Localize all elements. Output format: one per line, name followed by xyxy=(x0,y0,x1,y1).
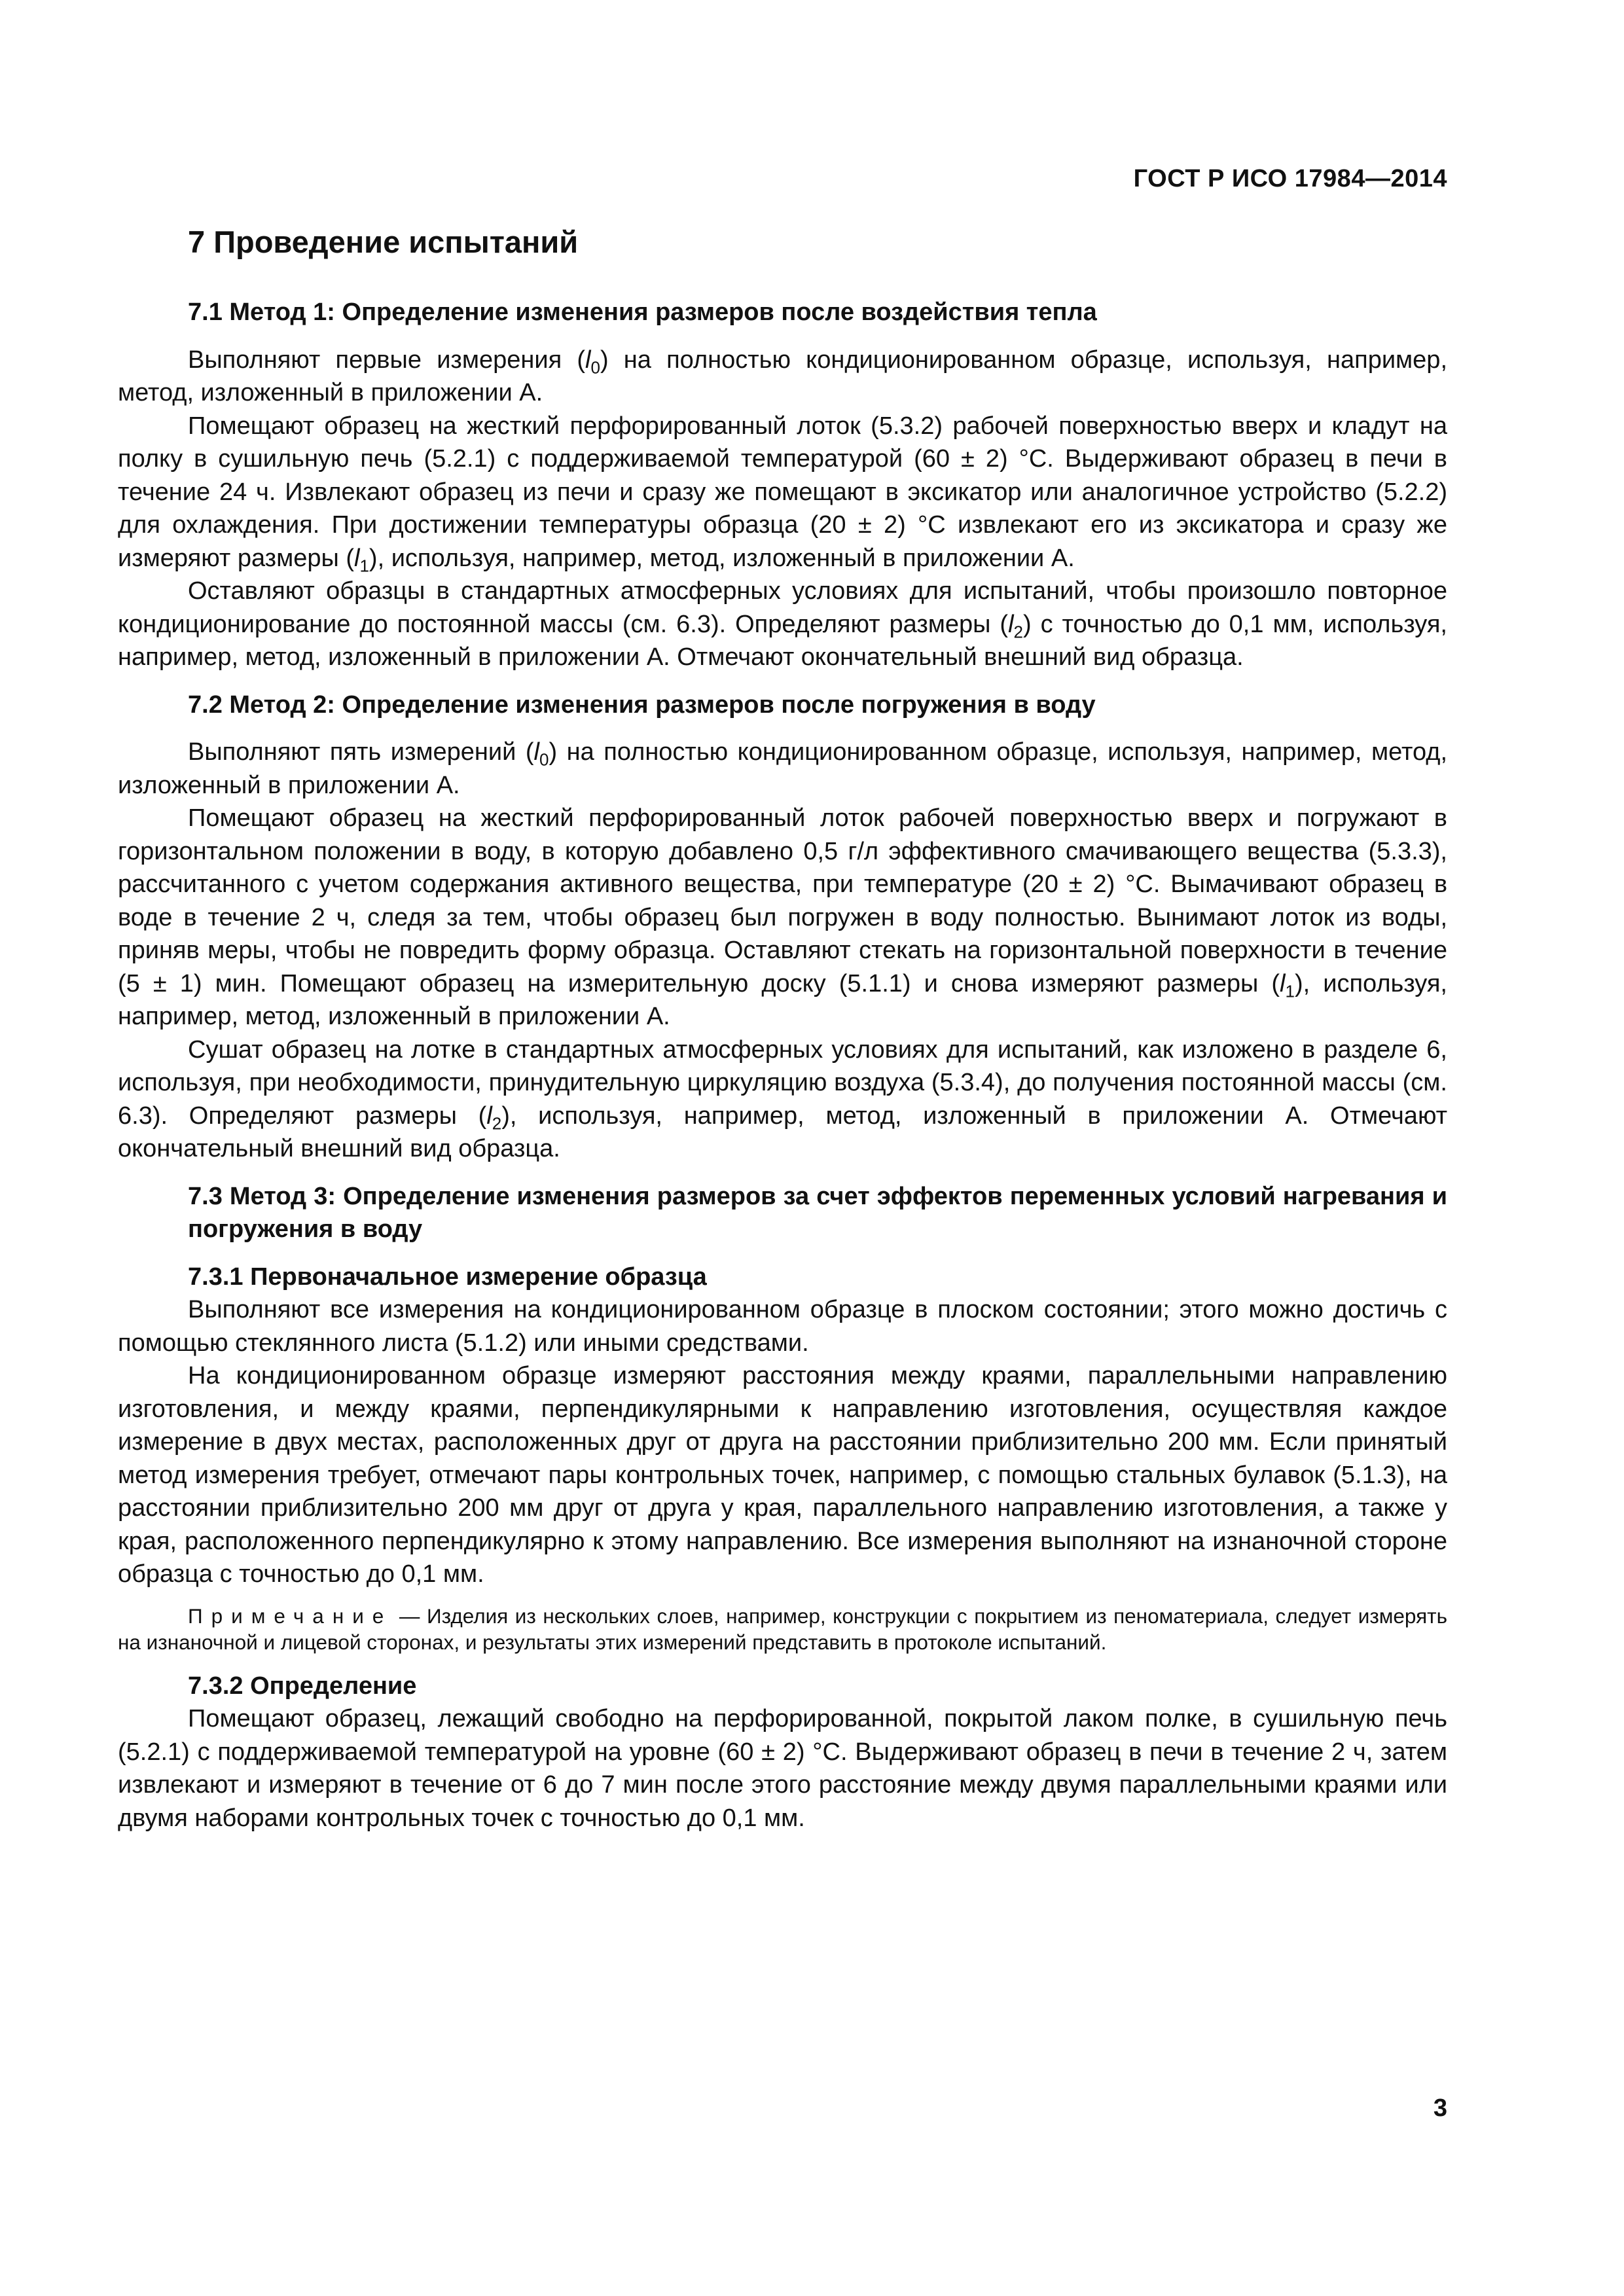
text-run: Помещают образец на жесткий перфорированный лоток рабочей поверхностью вверх и погружают в горизонтальном положении в воду, в которую добавлено 0,5 г/л эффективного смачивающего вещества (5.3.3), рассчитанного с учетом содержания активного вещества, при температуре (20 ± 2) °С. Вымачивают образец в воде в течение 2 ч, следя за тем, чтобы образец был погружен в воду полностью. Вынимают лоток из воды, приняв меры, чтобы не повредить форму образца. Оставляют стекать на горизонтальной поверхности в течение (5 ± 1) мин. Помещают образец на измерительную доску (5.1.1) и снова измеряют размеры ( xyxy=(118,804,1447,997)
note-label: Примечание xyxy=(188,1604,393,1628)
subsection-7-3-heading: 7.3 Метод 3: Определение изменения размеров за счет эффектов переменных условий нагревания и погружения в воду xyxy=(188,1182,1447,1243)
variable: l xyxy=(1008,610,1014,638)
subsection-7-2-heading: 7.2 Метод 2: Определение изменения размеров после погружения в воду xyxy=(188,691,1096,719)
subsection-7-3-2-heading: 7.3.2 Определение xyxy=(188,1672,417,1700)
text-run: Помещают образец на жесткий перфорированный лоток (5.3.2) рабочей поверхностью вверх и кладут на полку в сушильную печь (5.2.1) с поддерживаемой температурой (60 ± 2) °С. Выдерживают образец в печи в течение 24 ч. Извлекают образец из печи и сразу же помещают в эксикатор или аналогичное устройство (5.2.2) для охлаждения. При достижении температуры образца (20 ± 2) °С извлекают его из эксикатора и сразу же измеряют размеры ( xyxy=(118,412,1447,572)
paragraph xyxy=(118,736,1447,802)
text-run: Выполняют первые измерения ( xyxy=(188,346,586,374)
note-text: — Изделия из нескольких слоев, например, конструкции с покрытием из пеноматериала, следует измерять на изнаночной и лицевой сторонах, и результаты этих измерений представить в протоколе испытаний. xyxy=(118,1604,1447,1654)
paragraph: На кондиционированном образце измеряют расстояния между краями, параллельными направлению изготовления, и между краями, перпендикулярными к направлению изготовления, осуществляя каждое измерение в двух местах, расположенных друг от друга на расстоянии приблизительно 200 мм. Если принятый метод измерения требует, отмечают пары контрольных точек, например, с помощью стальных булавок (5.1.3), на расстоянии приблизительно 200 мм друг от друга у края, параллельного направлению изготовления, а также у края, расположенного перпендикулярно к этому направлению. Все измерения выполняют на изнаночной стороне образца с точностью до 0,1 мм. xyxy=(118,1362,1447,1588)
variable: l xyxy=(354,544,360,572)
paragraph xyxy=(118,575,1447,674)
text-run: Выполняют пять измерений ( xyxy=(188,738,534,766)
text-run: ), используя, например, метод, изложенный в приложении А. Отмечают окончательный внешний вид образца. xyxy=(118,1102,1448,1162)
variable: l xyxy=(533,738,539,766)
subscript: 1 xyxy=(1285,981,1295,1001)
paragraph xyxy=(118,802,1447,1033)
note xyxy=(118,1603,1447,1655)
subscript: 1 xyxy=(359,556,369,576)
subscript: 0 xyxy=(539,749,549,770)
text-run: Сушат образец на лотке в стандартных атмосферных условиях для испытаний, как изложено в разделе 6, используя, при необходимости, принудительную циркуляцию воздуха (5.3.4), до получения постоянной массы (см. 6.3). Определяют размеры ( xyxy=(118,1035,1447,1130)
text-run: Оставляют образцы в стандартных атмосферных условиях для испытаний, чтобы произошло повторное кондиционирование до постоянной массы (см. 6.3). Определяют размеры ( xyxy=(118,577,1447,638)
subscript: 2 xyxy=(492,1113,502,1134)
variable: l xyxy=(486,1102,492,1130)
section-title: 7 Проведение испытаний xyxy=(188,224,579,259)
standard-code: ГОСТ Р ИСО 17984—2014 xyxy=(1133,165,1447,192)
subscript: 2 xyxy=(1013,622,1023,642)
text-run: ) на полностью кондиционированном образце, используя, например, метод, изложенный в приложении А. xyxy=(118,346,1448,406)
paragraph: Выполняют все измерения на кондиционированном образце в плоском состоянии; этого можно достичь с помощью стеклянного листа (5.1.2) или иными средствами. xyxy=(118,1296,1447,1357)
text-run: ) с точностью до 0,1 мм, используя, например, метод, изложенный в приложении А. Отмечают окончательный внешний вид образца. xyxy=(118,610,1447,671)
subsection-7-3-1-heading: 7.3.1 Первоначальное измерение образца xyxy=(188,1263,707,1291)
variable: l xyxy=(585,346,591,374)
page-number: 3 xyxy=(1433,2094,1447,2122)
variable: l xyxy=(1280,969,1286,997)
text-run: ), используя, например, метод, изложенный в приложении А. xyxy=(369,544,1075,572)
document-body xyxy=(118,216,1447,1835)
paragraph xyxy=(118,410,1447,575)
paragraph xyxy=(118,1033,1447,1166)
subsection-7-1-heading: 7.1 Метод 1: Определение изменения размеров после воздействия тепла xyxy=(188,298,1097,326)
text-run: ), используя, например, метод, изложенный в приложении А. xyxy=(118,969,1447,1030)
paragraph: Помещают образец, лежащий свободно на перфорированной, покрытой лаком полке, в сушильную печь (5.2.1) с поддерживаемой температурой на уровне (60 ± 2) °С. Выдерживают образец в печи в течение 2 ч, затем извлекают и измеряют в течение от 6 до 7 мин после этого расстояние между двумя параллельными краями или двумя наборами контрольных точек с точностью до 0,1 мм. xyxy=(118,1705,1447,1832)
subscript: 0 xyxy=(590,357,600,378)
paragraph xyxy=(118,344,1447,410)
text-run: ) на полностью кондиционированном образце, используя, например, метод, изложенный в приложении А. xyxy=(118,738,1448,799)
